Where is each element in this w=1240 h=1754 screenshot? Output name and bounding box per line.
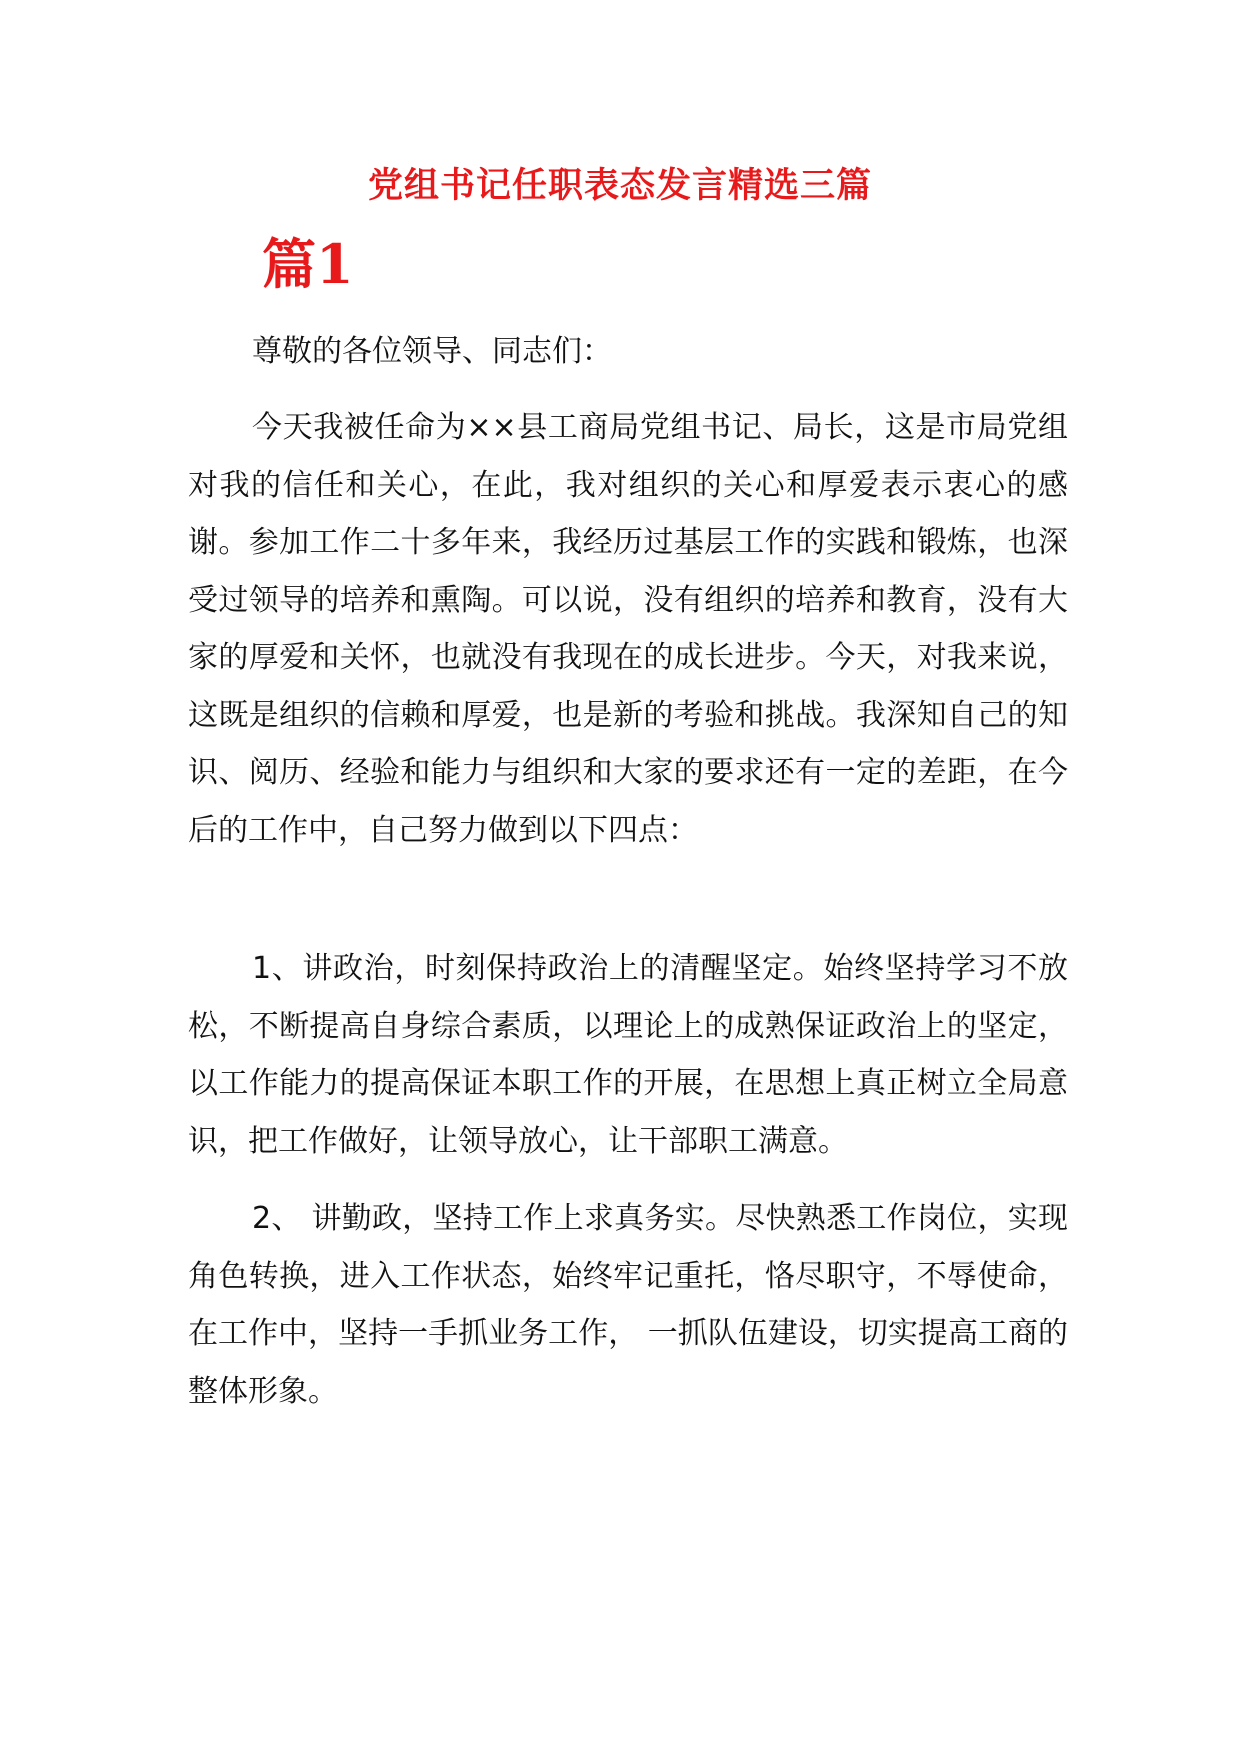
salutation: 尊敬的各位领导、同志们： bbox=[252, 334, 612, 369]
document-title: 党组书记任职表态发言精选三篇 bbox=[367, 165, 872, 206]
paragraph-point-2: 2、 讲勤政，坚持工作上求真务实。尽快熟悉工作岗位，实现角色转换，进入工作状态，始终牢记重托，恪尽职守，不辱使命，在工作中，坚持一手抓业务工作， 一抓队伍建设，切实提高工商的整体形象。 bbox=[188, 1201, 1068, 1409]
section-heading: 篇1 bbox=[262, 232, 354, 296]
paragraph-intro: 今天我被任命为××县工商局党组书记、局长，这是市局党组对我的信任和关心，在此，我对组织的关心和厚爱表示衷心的感谢。参加工作二十多年来，我经历过基层工作的实践和锻炼，也深受过领导的培养和熏陶。可以说，没有组织的培养和教育，没有大家的厚爱和关怀，也就没有我现在的成长进步。今天，对我来说，这既是组织的信赖和厚爱，也是新的考验和挑战。我深知自己的知识、阅历、经验和能力与组织和大家的要求还有一定的差距，在今后的工作中，自己努力做到以下四点： bbox=[188, 410, 1068, 848]
paragraph-point-1: 1、讲政治，时刻保持政治上的清醒坚定。始终坚持学习不放松，不断提高自身综合素质，以理论上的成熟保证政治上的坚定，以工作能力的提高保证本职工作的开展，在思想上真正树立全局意识，把工作做好，让领导放心，让干部职工满意。 bbox=[188, 951, 1068, 1159]
